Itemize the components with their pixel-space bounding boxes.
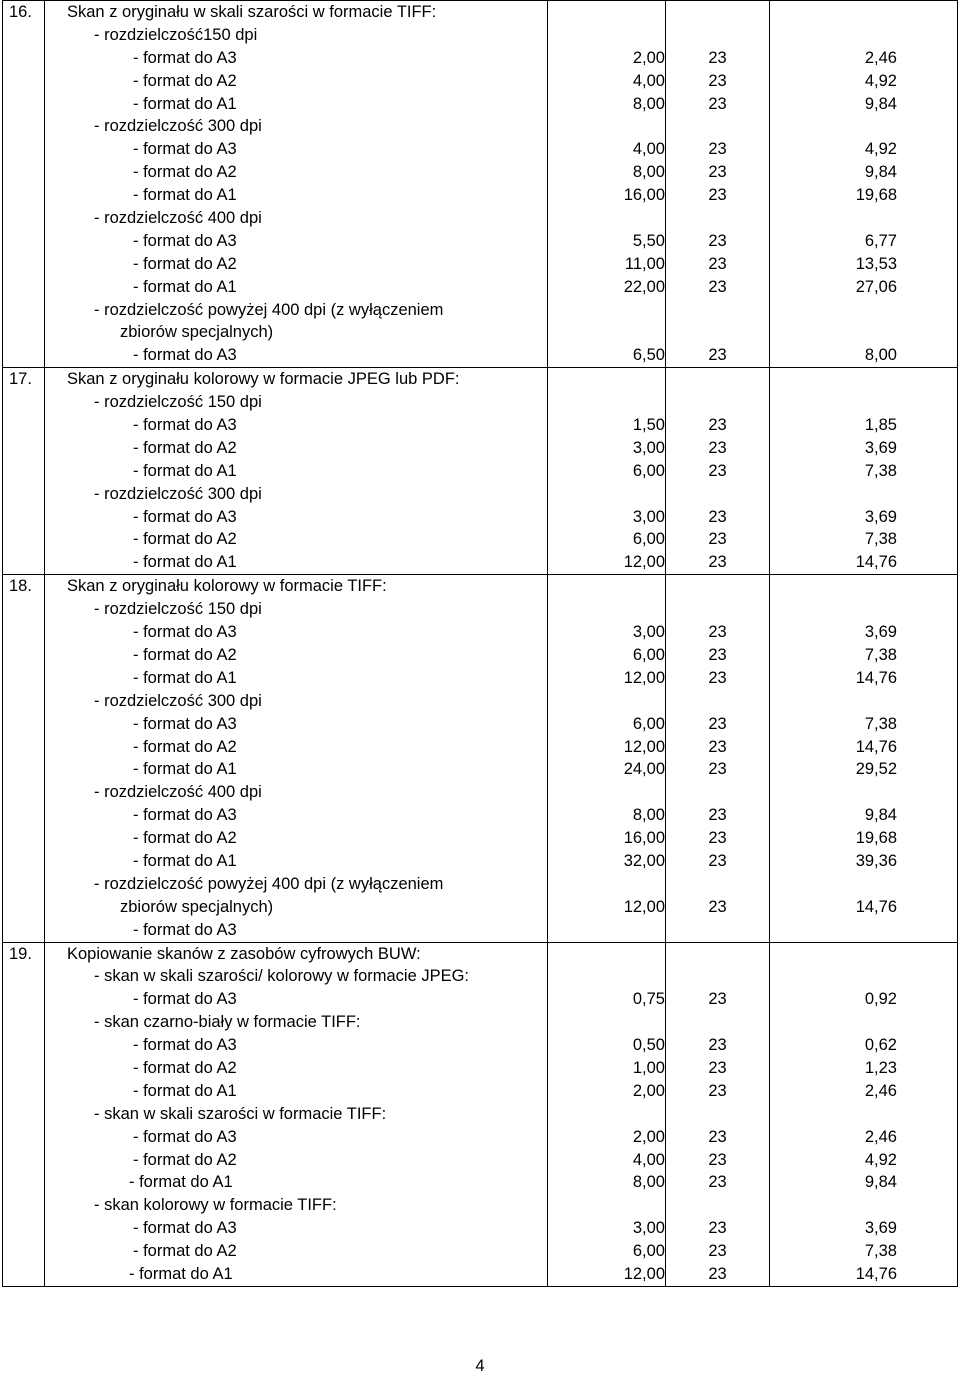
gross-price-line: 3,69	[864, 507, 897, 526]
description-cell	[45, 575, 548, 942]
net-price-line: 12,00	[623, 1264, 665, 1283]
vat-rate-line	[666, 690, 769, 713]
gross-price-line: 6,77	[864, 231, 897, 250]
gross-price-line	[770, 873, 957, 896]
vat-rate-line	[666, 1194, 769, 1217]
description-line: - format do A1	[133, 461, 237, 480]
vat-rate-line	[666, 965, 769, 988]
description-line: zbiorów specjalnych)	[120, 897, 274, 916]
description-line: - format do A3	[133, 623, 237, 642]
vat-rate-line	[666, 321, 769, 344]
description-line: - format do A3	[133, 1219, 237, 1238]
vat-rate-line: 23	[708, 737, 727, 756]
net-price-line: 8,00	[632, 163, 665, 182]
vat-rate-line: 23	[708, 806, 727, 825]
gross-price-line: 19,68	[855, 186, 897, 205]
item-number: 17.	[9, 370, 32, 389]
description-line: Skan z oryginału kolorowy w formacie JPEG lub PDF:	[67, 370, 460, 389]
description-line: - format do A3	[133, 416, 237, 435]
vat-rate-line: 23	[708, 1150, 727, 1169]
gross-price-cell	[770, 368, 958, 575]
vat-rate-line: 23	[708, 1219, 727, 1238]
net-price-line	[548, 965, 665, 988]
net-price-line: 6,00	[632, 714, 665, 733]
gross-price-line: 0,62	[864, 1036, 897, 1055]
item-number: 19.	[9, 944, 32, 963]
price-list-table	[2, 0, 958, 1287]
vat-rate-line: 23	[708, 507, 727, 526]
net-price-line: 2,00	[632, 1081, 665, 1100]
description-line: Skan z oryginału kolorowy w formacie TIFF:	[67, 577, 387, 596]
vat-rate-cell	[666, 575, 770, 942]
gross-price-line: 29,52	[855, 760, 897, 779]
gross-price-line	[770, 1103, 957, 1126]
vat-rate-cell	[666, 1, 770, 368]
gross-price-line: 9,84	[864, 806, 897, 825]
net-price-line: 5,50	[632, 231, 665, 250]
vat-rate-line	[666, 873, 769, 896]
vat-rate-line	[666, 483, 769, 506]
gross-price-line	[770, 1194, 957, 1217]
vat-rate-line	[666, 598, 769, 621]
description-cell	[45, 368, 548, 575]
gross-price-line: 14,76	[855, 897, 897, 916]
net-price-line	[548, 690, 665, 713]
vat-rate-line: 23	[708, 346, 727, 365]
gross-price-line: 7,38	[864, 1242, 897, 1261]
vat-rate-line: 23	[708, 668, 727, 687]
vat-rate-line: 23	[708, 553, 727, 572]
net-price-line	[548, 391, 665, 414]
gross-price-line: 2,46	[864, 1127, 897, 1146]
description-line: - format do A1	[133, 553, 237, 572]
vat-rate-line: 23	[708, 231, 727, 250]
description-line: - format do A2	[133, 1242, 237, 1261]
vat-rate-line: 23	[708, 438, 727, 457]
gross-price-line: 3,69	[864, 438, 897, 457]
vat-rate-line: 23	[708, 1242, 727, 1261]
net-price-line: 12,00	[623, 553, 665, 572]
vat-rate-line	[666, 24, 769, 47]
net-price-line: 12,00	[623, 737, 665, 756]
vat-rate-cell	[666, 368, 770, 575]
vat-rate-line: 23	[708, 1173, 727, 1192]
net-price-line	[548, 321, 665, 344]
description-line: - format do A2	[133, 829, 237, 848]
net-price-line: 22,00	[623, 277, 665, 296]
net-price-line: 3,00	[632, 507, 665, 526]
gross-price-line: 14,76	[855, 737, 897, 756]
vat-rate-line: 23	[708, 1264, 727, 1283]
vat-rate-line	[666, 115, 769, 138]
description-line: - rozdzielczość powyżej 400 dpi (z wyłączeniem	[94, 874, 444, 893]
vat-rate-line: 23	[708, 254, 727, 273]
net-price-line: 1,00	[632, 1058, 665, 1077]
net-price-line	[548, 1103, 665, 1126]
net-price-line	[548, 1011, 665, 1034]
gross-price-line: 3,69	[864, 623, 897, 642]
description-line: - format do A2	[133, 645, 237, 664]
net-price-line: 8,00	[632, 1173, 665, 1192]
table-row-16	[3, 1, 958, 368]
vat-rate-line: 23	[708, 990, 727, 1009]
description-cell	[45, 942, 548, 1286]
net-price-line: 2,00	[632, 48, 665, 67]
description-line: - skan w skali szarości/ kolorowy w formacie JPEG:	[94, 967, 470, 986]
item-number-cell	[3, 368, 45, 575]
net-price-line	[548, 781, 665, 804]
gross-price-line	[770, 575, 957, 598]
vat-rate-line	[666, 1011, 769, 1034]
description-line: - format do A2	[133, 737, 237, 756]
vat-rate-line: 23	[708, 140, 727, 159]
description-line: - rozdzielczość150 dpi	[94, 25, 258, 44]
vat-rate-line: 23	[708, 163, 727, 182]
gross-price-line	[770, 598, 957, 621]
gross-price-line: 4,92	[864, 71, 897, 90]
description-line: - format do A3	[133, 920, 237, 939]
net-price-line: 2,00	[632, 1127, 665, 1146]
description-line: - format do A2	[133, 1058, 237, 1077]
vat-rate-line	[666, 299, 769, 322]
net-price-line	[548, 1194, 665, 1217]
gross-price-line: 27,06	[855, 277, 897, 296]
gross-price-line	[770, 943, 957, 966]
vat-rate-line: 23	[708, 1127, 727, 1146]
description-line: - format do A1	[133, 851, 237, 870]
gross-price-line: 3,69	[864, 1219, 897, 1238]
description-line: zbiorów specjalnych)	[120, 323, 274, 342]
gross-price-line: 9,84	[864, 163, 897, 182]
gross-price-line: 2,46	[864, 1081, 897, 1100]
vat-rate-line	[666, 1, 769, 24]
vat-rate-line	[666, 919, 769, 942]
description-line: - format do A2	[133, 254, 237, 273]
net-price-line: 8,00	[632, 806, 665, 825]
description-line: - skan kolorowy w formacie TIFF:	[94, 1196, 337, 1215]
description-line: - format do A1	[133, 1081, 237, 1100]
description-line: - skan w skali szarości w formacie TIFF:	[94, 1104, 387, 1123]
gross-price-line: 7,38	[864, 714, 897, 733]
net-price-line: 12,00	[623, 897, 665, 916]
vat-rate-line: 23	[708, 829, 727, 848]
description-line: - skan czarno-biały w formacie TIFF:	[94, 1013, 361, 1032]
net-price-line	[548, 1, 665, 24]
net-price-line	[548, 24, 665, 47]
description-line: - format do A2	[133, 1150, 237, 1169]
net-price-line: 24,00	[623, 760, 665, 779]
gross-price-cell	[770, 575, 958, 942]
net-price-line	[548, 207, 665, 230]
description-line: - rozdzielczość 300 dpi	[94, 117, 262, 136]
gross-price-cell	[770, 942, 958, 1286]
page-number: 4	[475, 1357, 485, 1375]
net-price-line: 6,00	[632, 645, 665, 664]
vat-rate-line: 23	[708, 1058, 727, 1077]
vat-rate-line: 23	[708, 760, 727, 779]
gross-price-line: 1,23	[864, 1058, 897, 1077]
net-price-cell	[548, 575, 666, 942]
vat-rate-line: 23	[708, 71, 727, 90]
description-line: - format do A1	[129, 1173, 233, 1192]
description-line: - format do A2	[133, 438, 237, 457]
description-line: - format do A3	[133, 1127, 237, 1146]
description-line: - format do A1	[133, 668, 237, 687]
gross-price-line: 9,84	[864, 94, 897, 113]
net-price-cell	[548, 942, 666, 1286]
vat-rate-line	[666, 781, 769, 804]
vat-rate-line: 23	[708, 897, 727, 916]
net-price-line: 3,00	[632, 438, 665, 457]
description-line: Kopiowanie skanów z zasobów cyfrowych BUW:	[67, 944, 421, 963]
net-price-line	[548, 575, 665, 598]
gross-price-line	[770, 690, 957, 713]
vat-rate-line: 23	[708, 461, 727, 480]
vat-rate-line: 23	[708, 48, 727, 67]
gross-price-line	[770, 919, 957, 942]
description-line: - format do A3	[133, 48, 237, 67]
gross-price-line	[770, 391, 957, 414]
vat-rate-line	[666, 391, 769, 414]
description-line: - rozdzielczość 300 dpi	[94, 691, 262, 710]
gross-price-line	[770, 1, 957, 24]
item-number: 16.	[9, 3, 32, 21]
description-line: - rozdzielczość 150 dpi	[94, 393, 262, 412]
net-price-line: 6,00	[632, 530, 665, 549]
gross-price-line: 7,38	[864, 530, 897, 549]
net-price-cell	[548, 368, 666, 575]
net-price-line: 16,00	[623, 186, 665, 205]
gross-price-line: 14,76	[855, 1264, 897, 1283]
description-line: - format do A1	[129, 1264, 233, 1283]
price-list-body	[3, 1, 958, 1287]
description-line: - format do A2	[133, 71, 237, 90]
net-price-line: 0,50	[632, 1036, 665, 1055]
net-price-line	[548, 299, 665, 322]
gross-price-line: 19,68	[855, 829, 897, 848]
vat-rate-line: 23	[708, 714, 727, 733]
description-line: - format do A3	[133, 140, 237, 159]
description-line: - format do A3	[133, 714, 237, 733]
description-line: - format do A3	[133, 346, 237, 365]
gross-price-line: 7,38	[864, 461, 897, 480]
vat-rate-line: 23	[708, 94, 727, 113]
description-line: - format do A3	[133, 1036, 237, 1055]
description-line: - format do A2	[133, 163, 237, 182]
description-line: Skan z oryginału w skali szarości w formacie TIFF:	[67, 3, 437, 21]
gross-price-line: 4,92	[864, 140, 897, 159]
gross-price-line	[770, 483, 957, 506]
vat-rate-line	[666, 943, 769, 966]
vat-rate-line: 23	[708, 1036, 727, 1055]
description-line: - rozdzielczość 400 dpi	[94, 783, 262, 802]
net-price-line: 6,00	[632, 461, 665, 480]
description-cell	[45, 1, 548, 368]
net-price-line: 11,00	[624, 254, 665, 273]
item-number-cell	[3, 575, 45, 942]
gross-price-line	[770, 24, 957, 47]
gross-price-line	[770, 965, 957, 988]
gross-price-line	[770, 781, 957, 804]
net-price-line: 4,00	[632, 1150, 665, 1169]
description-line: - format do A1	[133, 186, 237, 205]
net-price-line: 6,50	[632, 346, 665, 365]
gross-price-line: 39,36	[855, 851, 897, 870]
net-price-line: 8,00	[632, 94, 665, 113]
gross-price-line: 14,76	[855, 553, 897, 572]
item-number-cell	[3, 942, 45, 1286]
gross-price-line	[770, 115, 957, 138]
gross-price-line: 7,38	[864, 645, 897, 664]
description-line: - format do A3	[133, 507, 237, 526]
net-price-line	[548, 873, 665, 896]
description-line: - format do A1	[133, 277, 237, 296]
vat-rate-line	[666, 575, 769, 598]
net-price-line	[548, 598, 665, 621]
net-price-line: 16,00	[623, 829, 665, 848]
net-price-line	[548, 943, 665, 966]
description-line: - format do A1	[133, 94, 237, 113]
net-price-line: 3,00	[632, 623, 665, 642]
gross-price-line: 9,84	[864, 1173, 897, 1192]
gross-price-line: 14,76	[855, 668, 897, 687]
table-row-18	[3, 575, 958, 942]
net-price-line	[548, 115, 665, 138]
gross-price-line: 0,92	[864, 990, 897, 1009]
net-price-line: 4,00	[632, 71, 665, 90]
description-line: - rozdzielczość 300 dpi	[94, 484, 262, 503]
net-price-line	[548, 919, 665, 942]
vat-rate-line: 23	[708, 645, 727, 664]
description-line: - format do A3	[133, 806, 237, 825]
net-price-line: 6,00	[632, 1242, 665, 1261]
vat-rate-line: 23	[708, 186, 727, 205]
description-line: - format do A3	[133, 231, 237, 250]
vat-rate-line	[666, 1103, 769, 1126]
net-price-line: 1,50	[632, 416, 665, 435]
gross-price-line	[770, 299, 957, 322]
vat-rate-line: 23	[708, 530, 727, 549]
net-price-cell	[548, 1, 666, 368]
net-price-line	[548, 483, 665, 506]
net-price-line: 4,00	[632, 140, 665, 159]
description-line: - rozdzielczość 400 dpi	[94, 209, 262, 228]
description-line: - format do A3	[133, 990, 237, 1009]
gross-price-line: 4,92	[864, 1150, 897, 1169]
table-row-19	[3, 942, 958, 1286]
gross-price-line: 1,85	[864, 416, 897, 435]
table-row-17	[3, 368, 958, 575]
vat-rate-line	[666, 207, 769, 230]
gross-price-line	[770, 368, 957, 391]
gross-price-line	[770, 1011, 957, 1034]
gross-price-cell	[770, 1, 958, 368]
net-price-line: 3,00	[632, 1219, 665, 1238]
description-line: - format do A2	[133, 530, 237, 549]
description-line: - rozdzielczość 150 dpi	[94, 600, 262, 619]
gross-price-line: 13,53	[855, 254, 897, 273]
net-price-line	[548, 368, 665, 391]
description-line: - format do A1	[133, 760, 237, 779]
vat-rate-line: 23	[708, 1081, 727, 1100]
net-price-line: 12,00	[623, 668, 665, 687]
gross-price-line: 2,46	[864, 48, 897, 67]
vat-rate-line	[666, 368, 769, 391]
item-number-cell	[3, 1, 45, 368]
gross-price-line	[770, 321, 957, 344]
vat-rate-line: 23	[708, 623, 727, 642]
description-line: - rozdzielczość powyżej 400 dpi (z wyłączeniem	[94, 300, 444, 319]
vat-rate-line: 23	[708, 277, 727, 296]
net-price-line: 0,75	[632, 990, 665, 1009]
gross-price-line	[770, 207, 957, 230]
net-price-line: 32,00	[623, 851, 665, 870]
vat-rate-line: 23	[708, 851, 727, 870]
vat-rate-cell	[666, 942, 770, 1286]
vat-rate-line: 23	[708, 416, 727, 435]
item-number: 18.	[9, 577, 32, 596]
gross-price-line: 8,00	[864, 346, 897, 365]
